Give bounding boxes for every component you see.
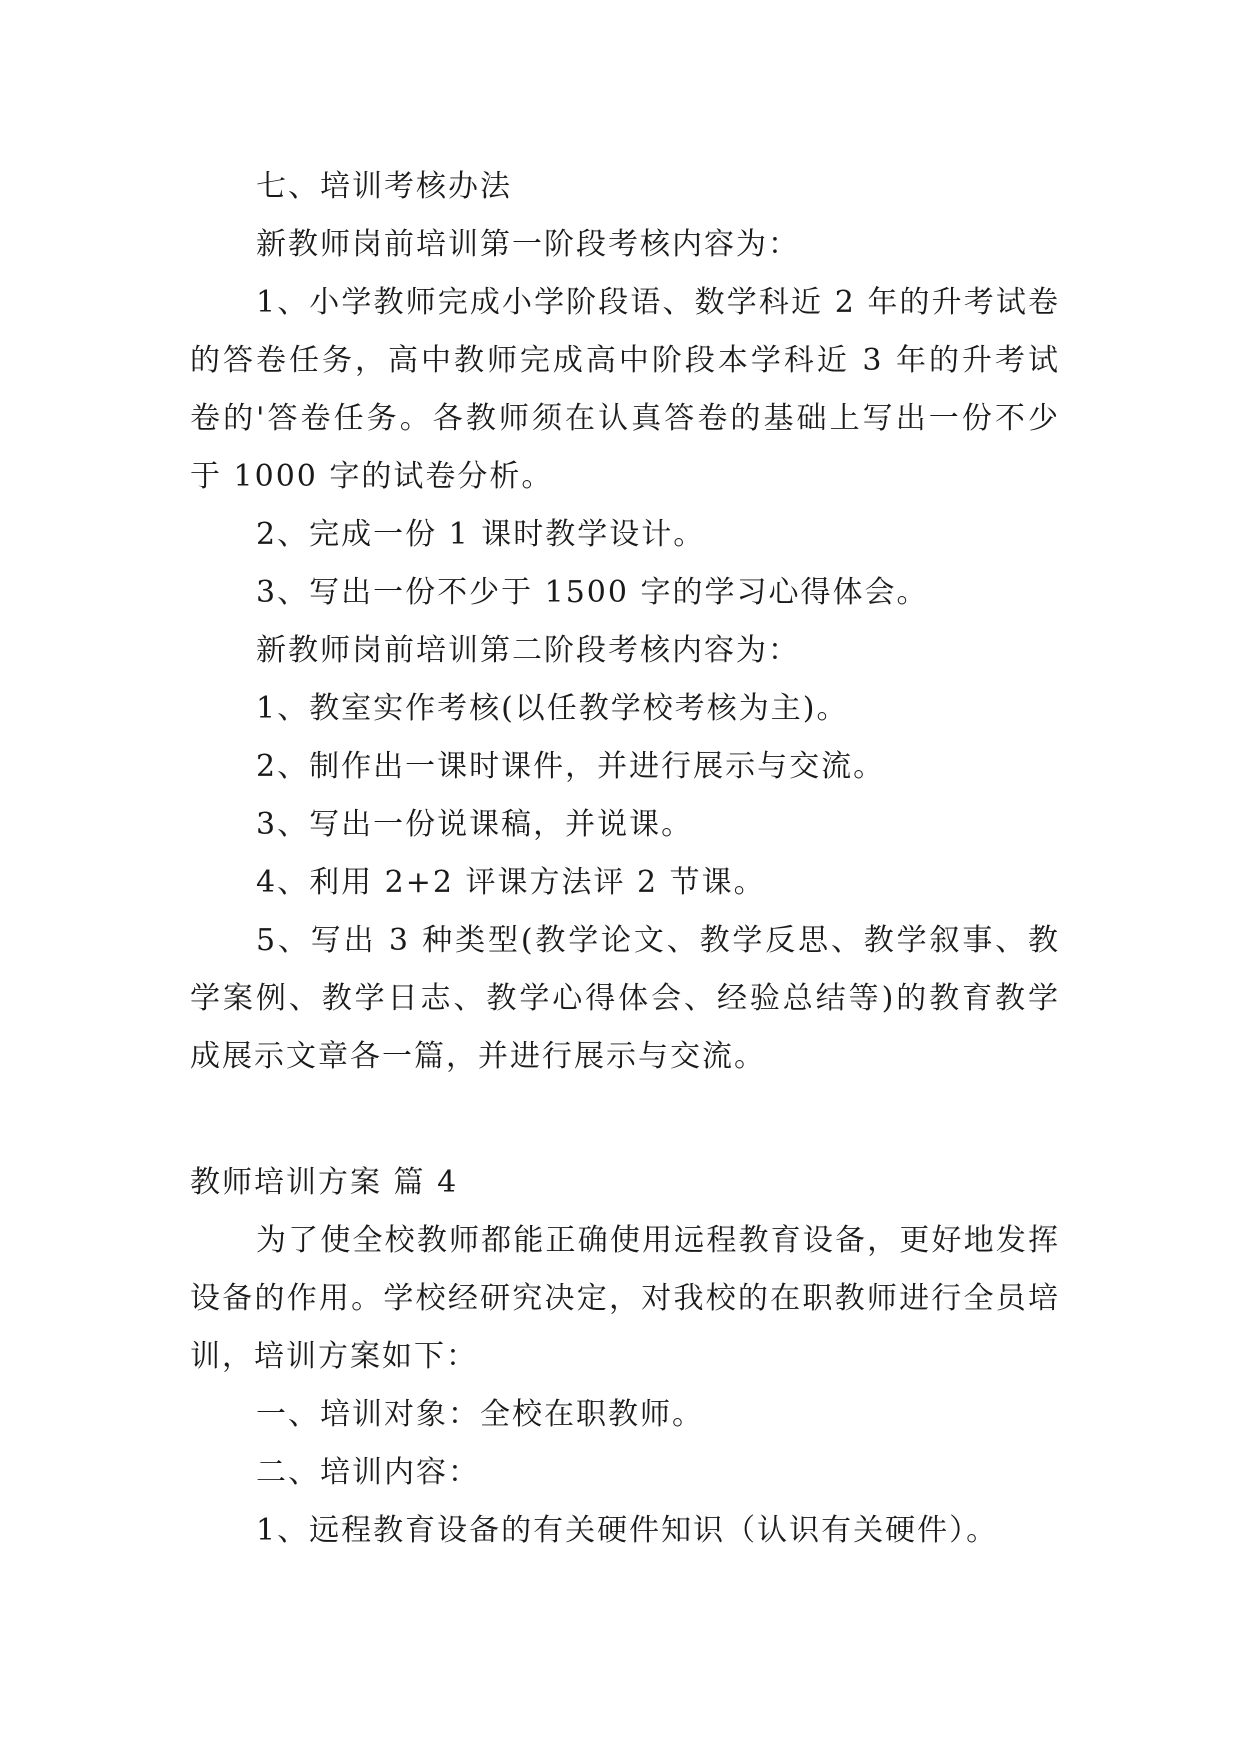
paragraph-stage-two-item-4: 4、利用 2+2 评课方法评 2 节课。 xyxy=(256,865,766,900)
section-heading-assessment: 七、培训考核办法 xyxy=(256,169,512,204)
article-heading: 教师培训方案 篇 4 xyxy=(190,1165,459,1200)
paragraph-stage-two-item-2: 2、制作出一课时课件，并进行展示与交流。 xyxy=(256,749,886,784)
document-body xyxy=(190,158,1060,1560)
paragraph-training-content: 二、培训内容： xyxy=(256,1455,480,1490)
paragraph-training-content-item-1: 1、远程教育设备的有关硬件知识（认识有关硬件）。 xyxy=(256,1513,999,1548)
paragraph-stage-two-item-5: 5、写出 3 种类型(教学论文、教学反思、教学叙事、教学案例、教学日志、教学心得体会、经验总结等)的教育教学成展示文章各一篇，并进行展示与交流。 xyxy=(190,923,1060,1074)
paragraph-plan-intro: 为了使全校教师都能正确使用远程教育设备，更好地发挥设备的作用。学校经研究决定，对我校的在职教师进行全员培训，培训方案如下： xyxy=(190,1223,1060,1374)
paragraph-stage-one-item-1: 1、小学教师完成小学阶段语、数学科近 2 年的升考试卷的答卷任务，高中教师完成高中阶段本学科近 3 年的升考试卷的'答卷任务。各教师须在认真答卷的基础上写出一份不少于 1000 字的试卷分析。 xyxy=(190,285,1060,494)
paragraph-stage-two-item-1: 1、教室实作考核(以任教学校考核为主)。 xyxy=(256,691,849,726)
paragraph-stage-one-item-3: 3、写出一份不少于 1500 字的学习心得体会。 xyxy=(256,575,929,610)
paragraph-stage-two-item-3: 3、写出一份说课稿，并说课。 xyxy=(256,807,694,842)
paragraph-stage-one-intro: 新教师岗前培训第一阶段考核内容为： xyxy=(256,227,800,262)
paragraph-stage-two-intro: 新教师岗前培训第二阶段考核内容为： xyxy=(256,633,800,668)
paragraph-stage-one-item-2: 2、完成一份 1 课时教学设计。 xyxy=(256,517,706,552)
paragraph-training-target: 一、培训对象：全校在职教师。 xyxy=(256,1397,704,1432)
